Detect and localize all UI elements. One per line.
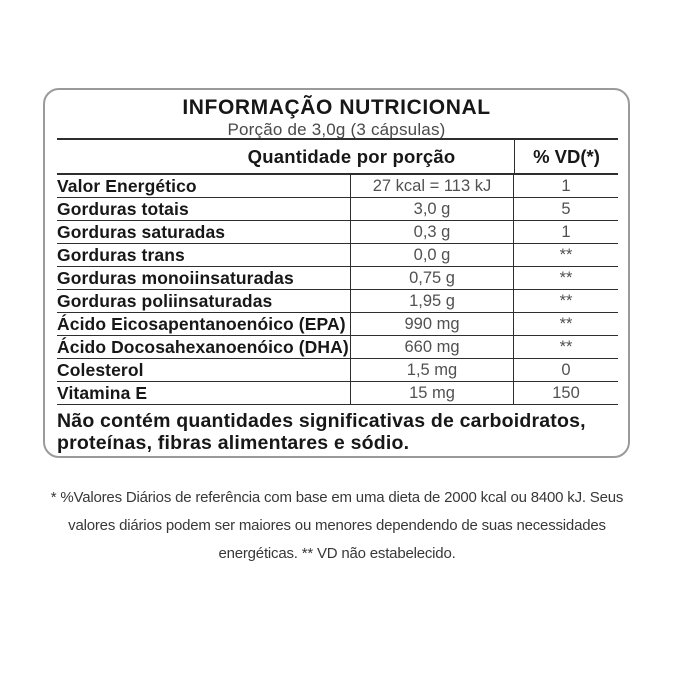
no-significant-line-2: proteínas, fibras alimentares e sódio.: [57, 432, 410, 454]
column-header-quantity: Quantidade por porção: [247, 145, 456, 167]
nutrient-amount: 660 mg: [350, 336, 514, 358]
nutrient-dv: **: [559, 245, 573, 264]
nutrient-amount: 27 kcal = 113 kJ: [350, 175, 514, 197]
nutrient-dv: 0: [561, 360, 571, 379]
table-row: [57, 267, 618, 290]
column-header-dv: % VD(*): [514, 140, 618, 173]
nutrient-name: Ácido Eicosapentanoenóico (EPA): [57, 313, 346, 334]
table-header-row: [57, 138, 618, 175]
nutrient-dv: **: [559, 291, 573, 310]
footnote-line-3: energéticas. ** VD não estabelecido.: [218, 545, 456, 562]
nutrition-label-box: [43, 88, 630, 458]
nutrient-name: Vitamina E: [57, 382, 148, 403]
nutrition-table: [57, 138, 618, 454]
table-row: [57, 290, 618, 313]
nutrient-amount: 1,5 mg: [350, 359, 514, 381]
table-row: [57, 244, 618, 267]
table-row: [57, 359, 618, 382]
nutrient-dv: **: [559, 337, 573, 356]
nutrient-dv: 5: [561, 199, 571, 218]
nutrient-dv: 150: [552, 383, 580, 402]
label-subtitle: Porção de 3,0g (3 cápsulas): [227, 120, 446, 139]
footnote-line-1: * %Valores Diários de referência com base em uma dieta de 2000 kcal ou 8400 kJ. Seus: [50, 489, 624, 506]
table-row: [57, 221, 618, 244]
nutrient-name: Gorduras trans: [57, 244, 185, 265]
nutrient-dv: **: [559, 268, 573, 287]
nutrient-dv: 1: [561, 176, 571, 195]
table-row: [57, 175, 618, 198]
no-significant-line-1: Não contém quantidades significativas de carboidratos,: [57, 410, 586, 432]
nutrient-name: Valor Energético: [57, 175, 197, 196]
nutrient-name: Ácido Docosahexanoenóico (DHA): [57, 336, 349, 357]
nutrient-dv: **: [559, 314, 573, 333]
table-row: [57, 336, 618, 359]
nutrient-amount: 0,3 g: [350, 221, 514, 243]
nutrient-name: Gorduras monoiinsaturadas: [57, 267, 294, 288]
nutrient-amount: 1,95 g: [350, 290, 514, 312]
table-row: [57, 198, 618, 221]
footnote-line-2: valores diários podem ser maiores ou menores dependendo de suas necessidades: [68, 517, 606, 534]
nutrient-amount: 990 mg: [350, 313, 514, 335]
nutrient-name: Colesterol: [57, 359, 144, 380]
nutrient-amount: 0,75 g: [350, 267, 514, 289]
nutrient-amount: 3,0 g: [350, 198, 514, 220]
nutrient-amount: 15 mg: [350, 382, 514, 404]
nutrient-name: Gorduras saturadas: [57, 221, 226, 242]
nutrient-amount: 0,0 g: [350, 244, 514, 266]
nutrient-name: Gorduras poliinsaturadas: [57, 290, 273, 311]
no-significant-note: [57, 405, 618, 454]
table-row: [57, 313, 618, 336]
daily-values-footnote: [0, 484, 674, 568]
nutrient-name: Gorduras totais: [57, 198, 189, 219]
table-row: [57, 382, 618, 405]
nutrient-dv: 1: [561, 222, 571, 241]
label-title: INFORMAÇÃO NUTRICIONAL: [182, 96, 491, 119]
